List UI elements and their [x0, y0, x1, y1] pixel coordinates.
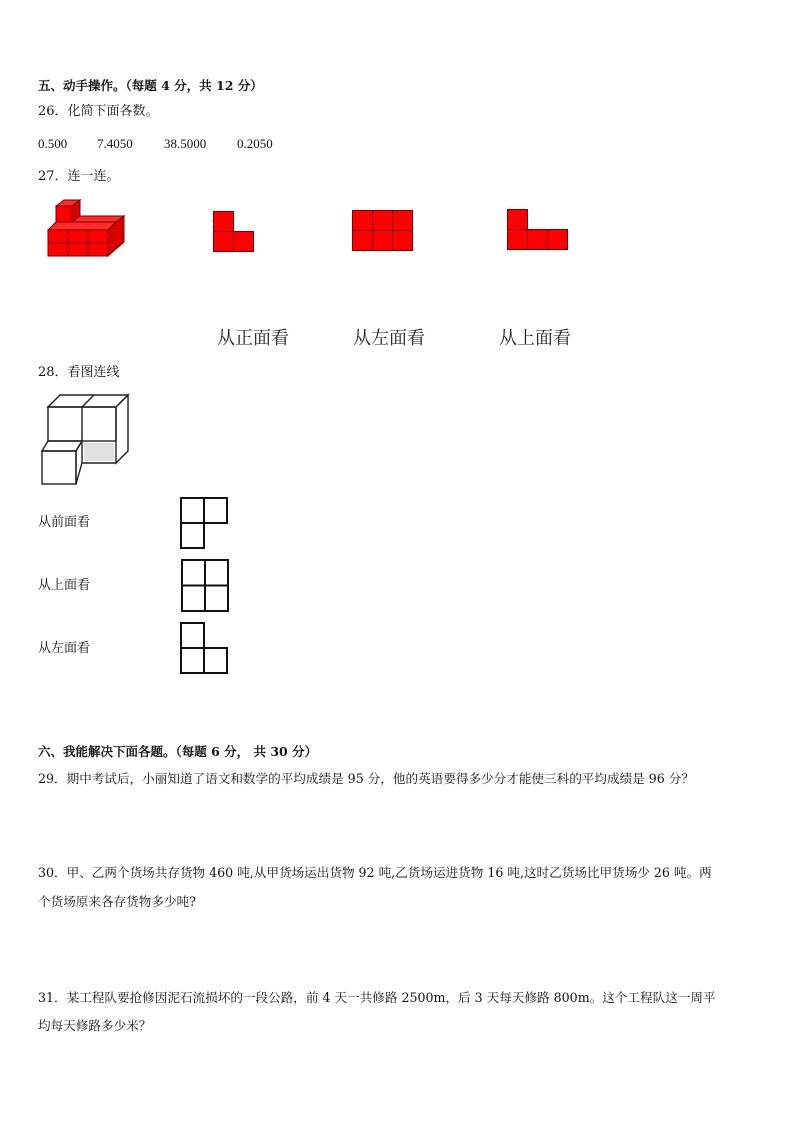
q30-text-line-1: 30．甲、乙两个货场共存货物 460 吨,从甲货场运出货物 92 吨,乙货场运进货物 16 吨,这时乙货场比甲货场少 26 吨。两: [38, 865, 712, 880]
q31-text-line-1: 31．某工程队要抢修因泥石流损坏的一段公路，前 4 天一共修路 2500m，后 3 天每天修路 800m。这个工程队这一周平: [38, 990, 716, 1005]
section-5-heading: 五、动手操作。（每题 4 分，共 12 分）: [38, 78, 263, 93]
q28-view-shape-3: [180, 622, 230, 676]
q28-view-shape-1: [180, 497, 230, 551]
q26-number-3: 38.5000: [164, 136, 207, 151]
section-6-heading: 六、我能解决下面各题。（每题 6 分， 共 30 分）: [38, 744, 318, 759]
q31-text-line-2: 均每天修路多少米？: [38, 1018, 152, 1033]
q28-view-shape-2: [180, 559, 230, 613]
q28-view-label-top: 从上面看: [38, 578, 91, 593]
q27-solid-figure: [46, 198, 136, 260]
q27-view-shape-2: [352, 210, 414, 252]
q27-view-label-top: 从上面看: [499, 328, 571, 349]
q26-number-1: 0.500: [38, 136, 68, 151]
q29-text: 29．期中考试后，小丽知道了语文和数学的平均成绩是 95 分，他的英语要得多少分才能使三科的平均成绩是 96 分？: [38, 771, 694, 786]
q28-solid-figure: [40, 393, 132, 487]
q28-prompt: 28．看图连线: [38, 365, 120, 380]
q27-view-label-front: 从正面看: [217, 328, 289, 349]
q27-view-shape-1: [213, 211, 255, 253]
q27-view-shape-3: [507, 209, 569, 251]
q27-prompt: 27．连一连。: [38, 169, 120, 184]
q27-view-label-left: 从左面看: [353, 328, 425, 349]
q28-view-label-left: 从左面看: [38, 641, 91, 656]
q26-prompt: 26．化简下面各数。: [38, 104, 159, 119]
q30-text-line-2: 个货场原来各存货物多少吨?: [38, 894, 196, 909]
q26-number-4: 0.2050: [237, 136, 273, 151]
q28-view-label-front: 从前面看: [38, 515, 91, 530]
q26-number-2: 7.4050: [97, 136, 133, 151]
